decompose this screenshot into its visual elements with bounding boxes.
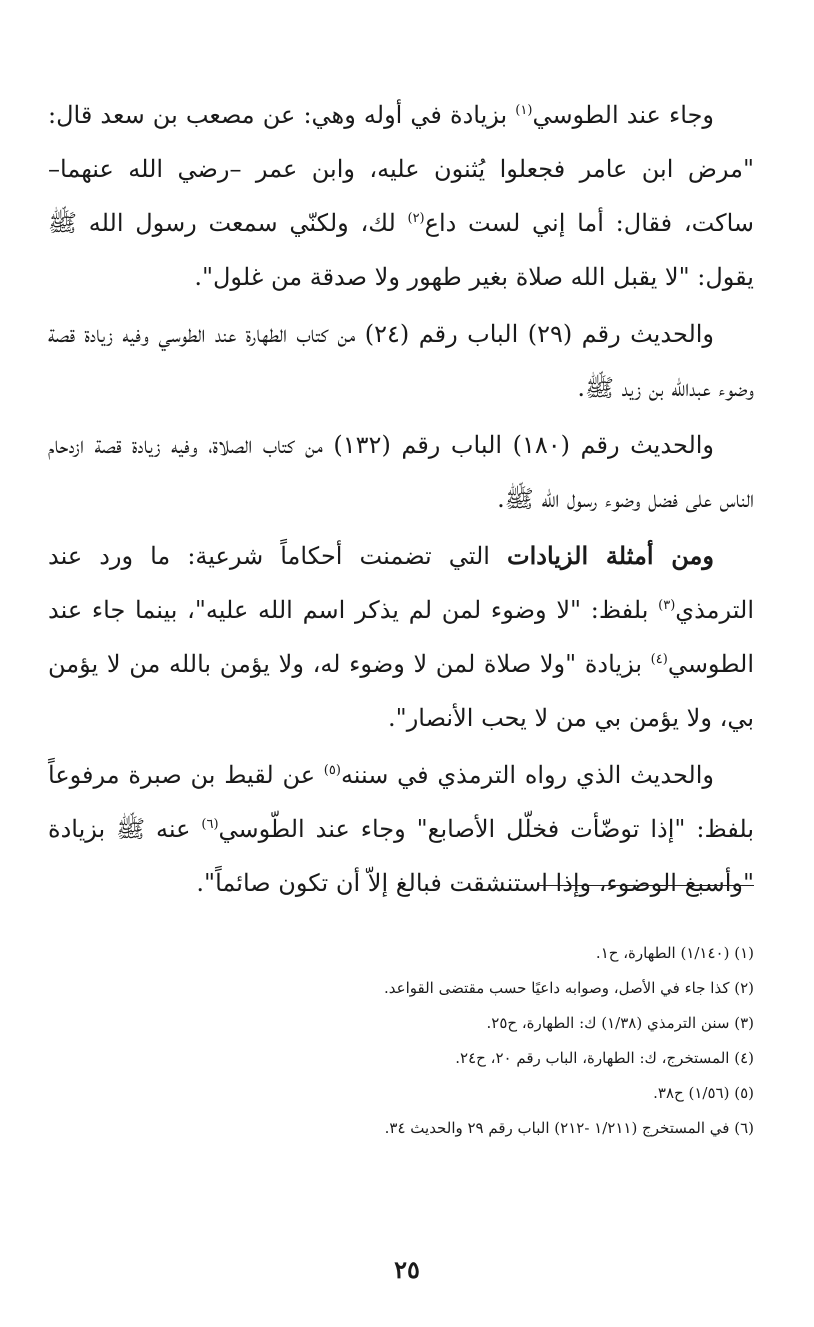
text-run: بلفظ: "لا وضوء لمن لم يذكر اسم الله عليه"، بينما جاء عند الطوسي	[48, 596, 754, 678]
paragraph	[48, 529, 754, 745]
main-text	[48, 88, 754, 913]
footnote-marker: (٥)	[323, 763, 341, 778]
text-run: بزيادة "ولا صلاة لمن لا وضوء له، ولا يؤمن بالله من لا يؤمن بي، ولا يؤمن بي من لا يحب الأنصار".	[48, 650, 754, 732]
footnote: (٣) سنن الترمذي (١/٣٨) ك: الطهارة، ح٢٥.	[486, 1014, 754, 1032]
footnote: (٥) (١/٥٦) ح٣٨.	[653, 1084, 754, 1102]
bold-phrase: ومن أمثلة الزيادات	[507, 541, 714, 570]
footnote-divider	[539, 885, 754, 886]
text-run: والحديث رقم (١٨٠) الباب رقم (١٣٢) من كتاب الصلاة، وفيه زيادة قصة ازدحام الناس على فضل وضوء رسول الله ﷺ.	[48, 431, 754, 513]
text-run: والحديث الذي رواه الترمذي في سننه	[340, 761, 714, 789]
footnote-marker: (١)	[515, 103, 533, 118]
footnote: (٦) في المستخرج (١/٢١١ -٢١٢) الباب رقم ٢٩ والحديث ٣٤.	[384, 1119, 754, 1137]
footnotes	[48, 936, 754, 1146]
paragraph	[48, 88, 754, 304]
footnote-marker: (٣)	[658, 598, 676, 613]
footnote: (٤) المستخرج، ك: الطهارة، الباب رقم ٢٠، ح٢٤.	[455, 1049, 754, 1067]
paragraph	[48, 418, 754, 526]
text-run: وجاء عند الطوسي	[532, 101, 715, 129]
page-number: ٢٥	[394, 1255, 420, 1284]
text-run: والحديث رقم (٢٩) الباب رقم (٢٤) من كتاب الطهارة عند الطوسي وفيه زيادة قصة وضوء عبدالله بن زيد ﷺ.	[48, 320, 754, 402]
footnote: (٢) كذا جاء في الأصل، وصوابه داعيًا حسب مقتضى القواعد.	[384, 979, 754, 997]
paragraph	[48, 307, 754, 415]
text-run: بزيادة في أوله وهي: عن مصعب بن سعد قال: "مرض ابن عامر فجعلوا يُثنون عليه، وابن عمر –رضي الله عنهما– ساكت، فقال: أما إني لست داع	[48, 101, 754, 237]
text-run: التي تضمنت أحكاماً شرعية: ما ورد عند الترمذي	[48, 542, 754, 624]
text-run: لك، ولكنّي سمعت رسول الله ﷺ يقول: "لا يقبل الله صلاة بغير طهور ولا صدقة من غلول".	[48, 209, 754, 291]
footnote-marker: (٤)	[650, 652, 668, 667]
footnote-marker: (٢)	[407, 211, 425, 226]
text-run: عنه ﷺ بزيادة "وأسبغ الوضوء، وإذا استنشقت فبالغ إلاّ أن تكون صائماً".	[48, 815, 754, 897]
text-run: عن لقيط بن صبرة مرفوعاً بلفظ: "إذا توضّأت فخلّل الأصابع" وجاء عند الطّوسي	[48, 761, 755, 843]
footnote: (١) (١/١٤٠) الطهارة، ح١.	[595, 944, 754, 962]
footnote-marker: (٦)	[201, 817, 219, 832]
